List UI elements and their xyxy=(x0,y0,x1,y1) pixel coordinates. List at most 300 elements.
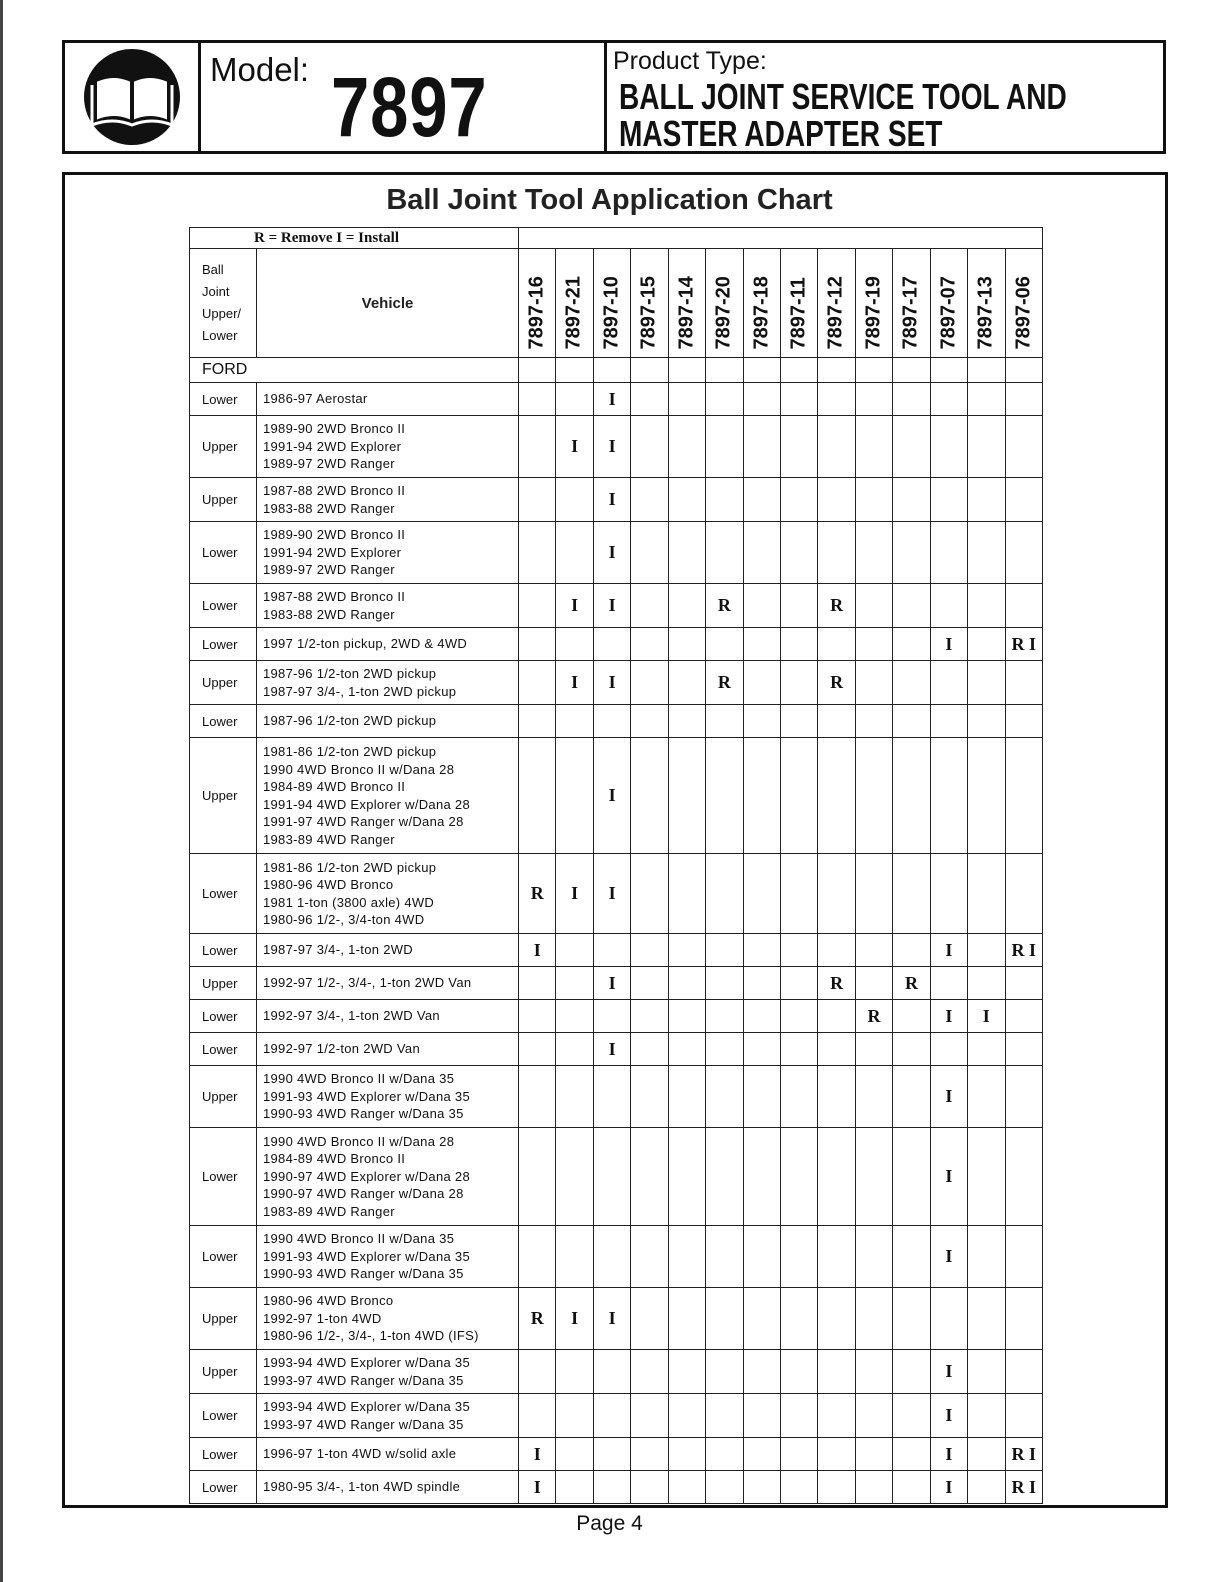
tool-mark-cell xyxy=(855,854,892,934)
tool-mark-cell xyxy=(1005,522,1043,584)
vehicle-line: 1991-93 4WD Explorer w/Dana 35 xyxy=(263,1248,470,1264)
tool-mark-cell xyxy=(631,934,668,967)
tool-mark-cell xyxy=(780,383,817,416)
tool-mark-cell: R I xyxy=(1005,934,1043,967)
tool-mark-cell xyxy=(780,967,817,1000)
vehicle-line: 1992-97 1/2-ton 2WD Van xyxy=(263,1041,420,1057)
vehicle-line: 1984-89 4WD Bronco II xyxy=(263,1151,406,1167)
empty-cell xyxy=(706,358,743,383)
tool-mark-cell: I xyxy=(556,416,593,478)
tool-mark-cell xyxy=(780,1288,817,1350)
tool-mark-cell xyxy=(1005,478,1043,522)
tool-mark-cell xyxy=(631,1226,668,1288)
tool-mark-cell: R xyxy=(818,661,855,705)
tool-mark-cell xyxy=(743,522,780,584)
tool-mark-cell xyxy=(893,738,930,854)
tool-mark-cell xyxy=(668,661,705,705)
tool-mark-cell xyxy=(930,1033,967,1066)
empty-cell xyxy=(818,358,855,383)
tool-mark-cell xyxy=(818,1438,855,1471)
tool-mark-cell xyxy=(818,1394,855,1438)
tool-mark-cell xyxy=(743,705,780,738)
tool-mark-cell xyxy=(968,1438,1005,1471)
tool-mark-cell xyxy=(968,1350,1005,1394)
tool-mark-cell xyxy=(593,1128,630,1226)
ball-joint-position: Upper xyxy=(190,478,257,522)
tool-mark-cell xyxy=(519,522,556,584)
vehicle-list xyxy=(257,522,519,584)
part-number-label: 7897-10 xyxy=(600,276,623,350)
vehicle-header: Vehicle xyxy=(257,249,519,358)
tool-mark-cell xyxy=(556,967,593,1000)
tool-mark-cell xyxy=(706,416,743,478)
empty-cell xyxy=(968,358,1005,383)
tool-mark-cell xyxy=(855,738,892,854)
tool-mark-cell xyxy=(818,1000,855,1033)
tool-mark-cell xyxy=(968,661,1005,705)
part-column-header xyxy=(631,249,668,358)
tool-mark-cell xyxy=(556,383,593,416)
table-row xyxy=(190,1033,1043,1066)
tool-mark-cell xyxy=(893,1438,930,1471)
tool-mark-cell xyxy=(968,1288,1005,1350)
part-column-header xyxy=(706,249,743,358)
tool-mark-cell xyxy=(556,1000,593,1033)
table-row xyxy=(190,584,1043,628)
tool-mark-cell xyxy=(968,416,1005,478)
tool-mark-cell xyxy=(893,1394,930,1438)
tool-mark-cell xyxy=(668,522,705,584)
product-cell xyxy=(607,43,1163,154)
tool-mark-cell xyxy=(631,738,668,854)
tool-mark-cell xyxy=(668,416,705,478)
tool-mark-cell: I xyxy=(593,1288,630,1350)
tool-mark-cell xyxy=(668,1000,705,1033)
table-row xyxy=(190,661,1043,705)
tool-mark-cell xyxy=(818,522,855,584)
ball-joint-position: Lower xyxy=(190,1471,257,1504)
tool-mark-cell xyxy=(855,416,892,478)
tool-mark-cell xyxy=(855,1288,892,1350)
vehicle-line: 1991-93 4WD Explorer w/Dana 35 xyxy=(263,1088,470,1104)
tool-mark-cell xyxy=(668,854,705,934)
tool-mark-cell xyxy=(818,1033,855,1066)
tool-mark-cell xyxy=(668,1394,705,1438)
tool-mark-cell xyxy=(780,584,817,628)
tool-mark-cell xyxy=(668,1350,705,1394)
tool-mark-cell xyxy=(668,967,705,1000)
ball-joint-position: Upper xyxy=(190,661,257,705)
tool-mark-cell: R xyxy=(818,584,855,628)
part-number-label: 7897-17 xyxy=(899,276,922,350)
header-box xyxy=(62,40,1166,154)
ball-joint-position: Lower xyxy=(190,522,257,584)
tool-mark-cell xyxy=(780,854,817,934)
ball-joint-position: Lower xyxy=(190,628,257,661)
tool-mark-cell: I xyxy=(593,661,630,705)
tool-mark-cell xyxy=(706,934,743,967)
vehicle-list xyxy=(257,383,519,416)
vehicle-line: 1991-94 4WD Explorer w/Dana 28 xyxy=(263,796,470,812)
tool-mark-cell xyxy=(743,584,780,628)
empty-cell xyxy=(631,358,668,383)
tool-mark-cell xyxy=(1005,1226,1043,1288)
tool-mark-cell xyxy=(780,478,817,522)
vehicle-line: 1996-97 1-ton 4WD w/solid axle xyxy=(263,1446,457,1462)
tool-mark-cell: I xyxy=(556,854,593,934)
tool-mark-cell: I xyxy=(556,584,593,628)
tool-mark-cell xyxy=(968,1128,1005,1226)
tool-mark-cell xyxy=(893,1000,930,1033)
tool-mark-cell xyxy=(631,1394,668,1438)
vehicle-list xyxy=(257,478,519,522)
tool-mark-cell xyxy=(519,1128,556,1226)
tool-mark-cell xyxy=(668,738,705,854)
brand-label: FORD xyxy=(190,358,519,383)
vehicle-line: 1989-90 2WD Bronco II xyxy=(263,421,406,437)
tool-mark-cell xyxy=(556,705,593,738)
vehicle-line: 1992-97 1/2-, 3/4-, 1-ton 2WD Van xyxy=(263,975,472,991)
tool-mark-cell: I xyxy=(930,1128,967,1226)
vehicle-line: 1987-97 3/4-, 1-ton 2WD pickup xyxy=(263,683,457,699)
tool-mark-cell xyxy=(855,1394,892,1438)
table-row xyxy=(190,854,1043,934)
part-column-header xyxy=(855,249,892,358)
tool-mark-cell xyxy=(855,522,892,584)
tool-mark-cell xyxy=(631,1438,668,1471)
tool-mark-cell xyxy=(706,1000,743,1033)
table-row xyxy=(190,416,1043,478)
tool-mark-cell xyxy=(780,1394,817,1438)
tool-mark-cell xyxy=(968,1066,1005,1128)
tool-mark-cell xyxy=(893,854,930,934)
table-row xyxy=(190,1394,1043,1438)
tool-mark-cell xyxy=(855,661,892,705)
ball-joint-position: Lower xyxy=(190,584,257,628)
vehicle-line: 1987-88 2WD Bronco II xyxy=(263,483,406,498)
empty-cell xyxy=(593,358,630,383)
tool-mark-cell xyxy=(593,1000,630,1033)
tool-mark-cell xyxy=(780,1000,817,1033)
brand-row xyxy=(190,358,1043,383)
tool-mark-cell xyxy=(780,628,817,661)
tool-mark-cell xyxy=(706,1033,743,1066)
tool-mark-cell xyxy=(968,522,1005,584)
tool-mark-cell xyxy=(855,705,892,738)
empty-cell xyxy=(668,358,705,383)
legend-row xyxy=(190,228,1043,249)
part-number-label: 7897-18 xyxy=(750,276,773,350)
tool-mark-cell xyxy=(593,1226,630,1288)
vehicle-line: 1981-86 1/2-ton 2WD pickup xyxy=(263,859,437,875)
tool-mark-cell xyxy=(631,1066,668,1128)
tool-mark-cell xyxy=(743,628,780,661)
ball-joint-position: Lower xyxy=(190,1128,257,1226)
table-row xyxy=(190,1226,1043,1288)
vehicle-line: 1987-97 3/4-, 1-ton 2WD xyxy=(263,942,413,958)
page-number: Page 4 xyxy=(576,1512,643,1535)
tool-mark-cell xyxy=(631,1350,668,1394)
tool-mark-cell xyxy=(968,628,1005,661)
tool-mark-cell xyxy=(1005,1033,1043,1066)
tool-mark-cell xyxy=(968,478,1005,522)
empty-cell xyxy=(855,358,892,383)
tool-mark-cell xyxy=(1005,1288,1043,1350)
ball-joint-position: Lower xyxy=(190,383,257,416)
tool-mark-cell xyxy=(631,584,668,628)
tool-mark-cell xyxy=(556,934,593,967)
part-column-header xyxy=(743,249,780,358)
tool-mark-cell xyxy=(968,967,1005,1000)
part-column-header xyxy=(1005,249,1043,358)
tool-mark-cell xyxy=(1005,967,1043,1000)
tool-mark-cell xyxy=(556,522,593,584)
tool-mark-cell xyxy=(780,705,817,738)
tool-mark-cell: I xyxy=(593,383,630,416)
tool-mark-cell xyxy=(855,478,892,522)
tool-mark-cell xyxy=(556,1033,593,1066)
page-edge-line xyxy=(0,0,3,1582)
tool-mark-cell xyxy=(855,967,892,1000)
vehicle-line: 1990-97 4WD Ranger w/Dana 28 xyxy=(263,1186,464,1202)
ball-joint-position: Lower xyxy=(190,1033,257,1066)
tool-mark-cell xyxy=(818,854,855,934)
vehicle-line: 1981 1-ton (3800 axle) 4WD xyxy=(263,894,435,910)
tool-mark-cell xyxy=(631,1033,668,1066)
vehicle-line: 1997 1/2-ton pickup, 2WD & 4WD xyxy=(263,636,468,652)
tool-mark-cell xyxy=(780,1226,817,1288)
tool-mark-cell xyxy=(556,1350,593,1394)
tool-mark-cell xyxy=(743,478,780,522)
tool-mark-cell xyxy=(968,1394,1005,1438)
tool-mark-cell xyxy=(1005,1350,1043,1394)
vehicle-line: 1990 4WD Bronco II w/Dana 35 xyxy=(263,1071,455,1087)
tool-mark-cell xyxy=(519,1033,556,1066)
tool-mark-cell xyxy=(668,478,705,522)
tool-mark-cell xyxy=(818,705,855,738)
product-name-line-1: BALL JOINT SERVICE TOOL AND xyxy=(619,76,1067,117)
ball-joint-position: Lower xyxy=(190,705,257,738)
tool-mark-cell xyxy=(556,1128,593,1226)
empty-cell xyxy=(780,358,817,383)
ball-joint-position: Upper xyxy=(190,416,257,478)
tool-mark-cell xyxy=(968,705,1005,738)
tool-mark-cell: I xyxy=(593,584,630,628)
tool-mark-cell xyxy=(968,738,1005,854)
tool-mark-cell xyxy=(1005,1394,1043,1438)
tool-mark-cell: I xyxy=(556,1288,593,1350)
tool-mark-cell xyxy=(780,661,817,705)
tool-mark-cell xyxy=(818,1066,855,1128)
legend: R = Remove I = Install xyxy=(190,228,519,249)
tool-mark-cell xyxy=(743,1288,780,1350)
tool-mark-cell xyxy=(1005,854,1043,934)
tool-mark-cell xyxy=(706,1350,743,1394)
tool-mark-cell xyxy=(930,738,967,854)
tool-mark-cell xyxy=(818,1226,855,1288)
tool-mark-cell xyxy=(706,1128,743,1226)
vehicle-list xyxy=(257,1226,519,1288)
chart-title: Ball Joint Tool Application Chart xyxy=(386,184,833,216)
tool-mark-cell xyxy=(930,383,967,416)
tool-mark-cell xyxy=(1005,1128,1043,1226)
tool-mark-cell xyxy=(593,934,630,967)
tool-mark-cell xyxy=(968,1033,1005,1066)
vehicle-line: 1983-88 2WD Ranger xyxy=(263,500,395,516)
table-row xyxy=(190,1066,1043,1128)
vehicle-line: 1980-95 3/4-, 1-ton 4WD spindle xyxy=(263,1479,461,1495)
tool-mark-cell xyxy=(519,1394,556,1438)
vehicle-line: 1987-96 1/2-ton 2WD pickup xyxy=(263,713,437,729)
tool-mark-cell: I xyxy=(930,934,967,967)
tool-mark-cell: R xyxy=(893,967,930,1000)
ball-joint-header-line: Upper/ xyxy=(202,306,242,321)
tool-mark-cell xyxy=(855,1438,892,1471)
part-number-label: 7897-14 xyxy=(675,276,698,350)
product-name-line-2: MASTER ADAPTER SET xyxy=(619,113,943,154)
vehicle-line: 1989-97 2WD Ranger xyxy=(263,562,395,578)
tool-mark-cell xyxy=(743,854,780,934)
tool-mark-cell xyxy=(1005,383,1043,416)
vehicle-line: 1991-94 2WD Explorer xyxy=(263,544,402,560)
tool-mark-cell xyxy=(893,661,930,705)
tool-mark-cell xyxy=(706,967,743,1000)
tool-mark-cell xyxy=(818,416,855,478)
table-row xyxy=(190,1350,1043,1394)
tool-mark-cell xyxy=(631,705,668,738)
ball-joint-header-line: Lower xyxy=(202,328,238,343)
tool-mark-cell: I xyxy=(930,628,967,661)
vehicle-list xyxy=(257,1471,519,1504)
vehicle-line: 1993-94 4WD Explorer w/Dana 35 xyxy=(263,1355,470,1370)
logo-cell xyxy=(65,43,201,151)
tool-mark-cell xyxy=(893,934,930,967)
tool-mark-cell xyxy=(593,1471,630,1504)
tool-mark-cell: I xyxy=(930,1000,967,1033)
tool-mark-cell: R I xyxy=(1005,1471,1043,1504)
part-column-header xyxy=(968,249,1005,358)
tool-mark-cell xyxy=(930,661,967,705)
tool-mark-cell xyxy=(780,738,817,854)
tool-mark-cell xyxy=(519,1000,556,1033)
tool-mark-cell xyxy=(743,738,780,854)
tool-mark-cell xyxy=(893,1471,930,1504)
tool-mark-cell xyxy=(668,705,705,738)
tool-mark-cell xyxy=(668,1471,705,1504)
tool-mark-cell xyxy=(593,1350,630,1394)
vehicle-line: 1992-97 1-ton 4WD xyxy=(263,1310,382,1326)
vehicle-line: 1991-94 2WD Explorer xyxy=(263,438,402,454)
tool-mark-cell xyxy=(893,1033,930,1066)
vehicle-list xyxy=(257,934,519,967)
table-row xyxy=(190,1000,1043,1033)
part-number-label: 7897-13 xyxy=(974,276,997,350)
vehicle-line: 1983-89 4WD Ranger xyxy=(263,1203,395,1219)
tool-mark-cell: I xyxy=(593,1033,630,1066)
tool-mark-cell xyxy=(706,1471,743,1504)
tool-mark-cell xyxy=(668,383,705,416)
tool-mark-cell xyxy=(631,628,668,661)
vehicle-line: 1993-94 4WD Explorer w/Dana 35 xyxy=(263,1399,470,1414)
tool-mark-cell: I xyxy=(593,522,630,584)
tool-mark-cell xyxy=(855,383,892,416)
application-chart-table xyxy=(189,227,1043,1504)
tool-mark-cell xyxy=(668,1066,705,1128)
tool-mark-cell xyxy=(818,934,855,967)
empty-cell xyxy=(556,358,593,383)
table-row xyxy=(190,1438,1043,1471)
tool-mark-cell xyxy=(968,934,1005,967)
tool-mark-cell xyxy=(780,522,817,584)
tool-mark-cell xyxy=(743,1033,780,1066)
part-number-label: 7897-19 xyxy=(862,276,885,350)
vehicle-line: 1983-88 2WD Ranger xyxy=(263,606,395,622)
tool-mark-cell xyxy=(668,1033,705,1066)
tool-mark-cell xyxy=(631,416,668,478)
tool-mark-cell xyxy=(519,705,556,738)
tool-mark-cell xyxy=(930,522,967,584)
vehicle-line: 1992-97 3/4-, 1-ton 2WD Van xyxy=(263,1008,440,1024)
tool-mark-cell xyxy=(855,1471,892,1504)
table-row xyxy=(190,1128,1043,1226)
tool-mark-cell xyxy=(519,661,556,705)
tool-mark-cell xyxy=(855,934,892,967)
open-book-icon xyxy=(82,47,182,147)
vehicle-list xyxy=(257,1438,519,1471)
tool-mark-cell: I xyxy=(556,661,593,705)
tool-mark-cell xyxy=(556,478,593,522)
tool-mark-cell xyxy=(968,1471,1005,1504)
tool-mark-cell xyxy=(818,628,855,661)
tool-mark-cell xyxy=(780,1438,817,1471)
tool-mark-cell xyxy=(668,628,705,661)
ball-joint-position: Lower xyxy=(190,1000,257,1033)
tool-mark-cell: I xyxy=(930,1438,967,1471)
part-column-header xyxy=(668,249,705,358)
ball-joint-position: Lower xyxy=(190,1438,257,1471)
tool-mark-cell xyxy=(1005,705,1043,738)
tool-mark-cell: I xyxy=(593,478,630,522)
tool-mark-cell xyxy=(818,1350,855,1394)
tool-mark-cell xyxy=(519,1226,556,1288)
vehicle-line: 1986-97 Aerostar xyxy=(263,391,368,407)
tool-mark-cell xyxy=(1005,661,1043,705)
tool-mark-cell xyxy=(556,738,593,854)
table-row xyxy=(190,383,1043,416)
ball-joint-position: Lower xyxy=(190,1226,257,1288)
tool-mark-cell xyxy=(631,1471,668,1504)
tool-mark-cell xyxy=(780,1033,817,1066)
tool-mark-cell xyxy=(893,705,930,738)
tool-mark-cell xyxy=(930,967,967,1000)
tool-mark-cell xyxy=(818,1128,855,1226)
column-header-row xyxy=(190,249,1043,358)
ball-joint-position: Upper xyxy=(190,1288,257,1350)
tool-mark-cell xyxy=(519,1350,556,1394)
vehicle-list xyxy=(257,584,519,628)
vehicle-list xyxy=(257,628,519,661)
tool-mark-cell: R xyxy=(855,1000,892,1033)
tool-mark-cell xyxy=(631,967,668,1000)
tool-mark-cell xyxy=(818,1471,855,1504)
tool-mark-cell xyxy=(743,416,780,478)
tool-mark-cell xyxy=(818,738,855,854)
product-type-label: Product Type: xyxy=(613,47,767,75)
tool-mark-cell xyxy=(1005,1066,1043,1128)
ball-joint-position: Upper xyxy=(190,738,257,854)
vehicle-line: 1993-97 4WD Ranger w/Dana 35 xyxy=(263,1372,464,1388)
tool-mark-cell xyxy=(818,478,855,522)
